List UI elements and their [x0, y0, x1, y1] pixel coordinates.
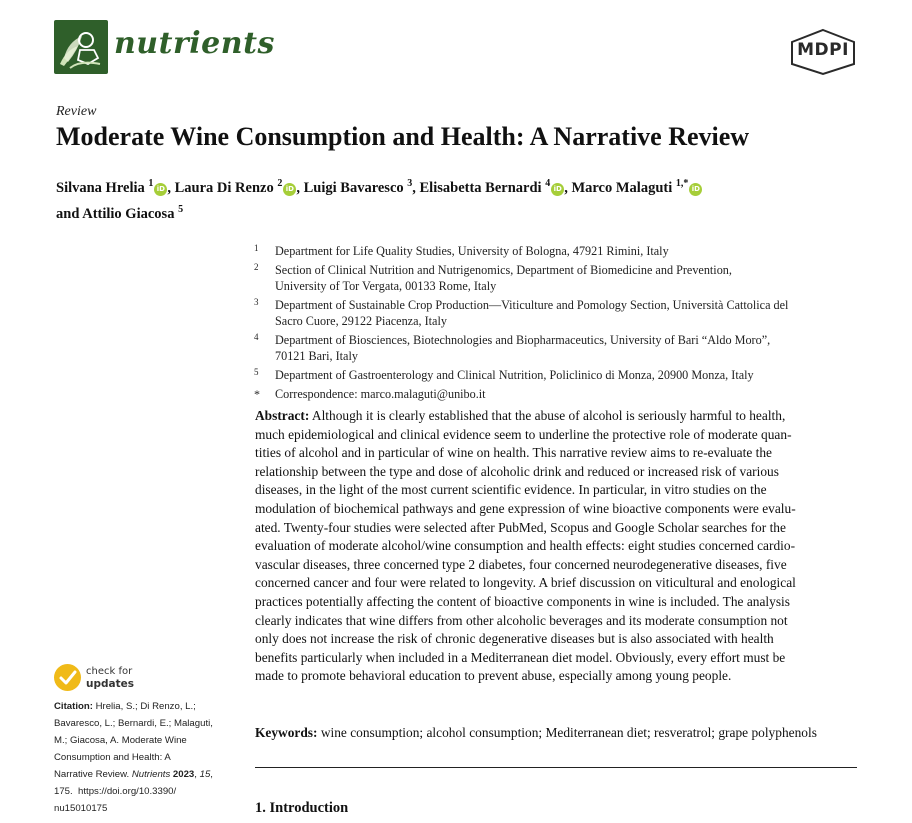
citation-line[interactable]: nu15010175: [54, 803, 108, 814]
author-affil-mark: 3: [407, 178, 413, 189]
citation-line: Consumption and Health: A: [54, 752, 171, 763]
affiliation-line: Department of Sustainable Crop Production—Viticulture and Pomology Section, Università Cattolica del: [275, 298, 789, 312]
abstract-line: much epidemiological and clinical evidence seem to underline the protective role of moderate quan-: [255, 426, 792, 442]
abstract-line: only does not increase the risk of chronic degenerative diseases but is also associated with health: [255, 631, 774, 647]
abstract-line: made to promote behavioral education to prevent abuse, especially among young people.: [255, 668, 732, 684]
author-name[interactable]: Silvana Hrelia: [56, 179, 145, 196]
author-affil-mark: 4: [545, 178, 551, 189]
article-type: Review: [56, 104, 97, 119]
abstract-line: practices potentially affecting the content of bioactive components in wine is included. The analysis: [255, 593, 790, 609]
correspondence-mark: *: [254, 387, 260, 401]
affiliation-line: University of Tor Vergata, 00133 Rome, Italy: [275, 279, 497, 293]
abstract: [255, 407, 856, 686]
author-conjunction: and: [56, 205, 80, 222]
affiliation-number: 3: [254, 297, 259, 307]
keywords-label: Keywords:: [255, 725, 318, 740]
author-affil-mark: 2: [277, 178, 283, 189]
affiliation-line: Section of Clinical Nutrition and Nutrigenomics, Department of Biomedicine and Prevention,: [275, 263, 732, 277]
orcid-icon[interactable]: iD: [689, 183, 702, 196]
affiliation-line: Department of Gastroenterology and Clinical Nutrition, Policlinico di Monza, 20900 Monza, Italy: [275, 368, 754, 382]
citation-pages: 175.: [54, 786, 73, 797]
affiliation-line: Sacro Cuore, 29122 Piacenza, Italy: [275, 314, 447, 328]
affiliation-line: Department for Life Quality Studies, University of Bologna, 47921 Rimini, Italy: [275, 244, 669, 258]
abstract-line: modulation of biochemical pathways and gene expression of wine bioactive components were evalu-: [255, 500, 796, 516]
citation-year: 2023: [172, 769, 195, 780]
abstract-line: vascular diseases, three concerned type 2 diabetes, four concerned neurodegenerative diseases, five: [255, 556, 787, 572]
author-affil-mark: 1: [148, 178, 154, 189]
orcid-icon[interactable]: iD: [154, 183, 167, 196]
affiliation-line: Department of Biosciences, Biotechnologies and Biopharmaceutics, University of Bari “Aldo Moro”,: [275, 333, 771, 347]
affiliation-number: 4: [254, 332, 259, 342]
citation-line: M.; Giacosa, A. Moderate Wine: [54, 735, 187, 746]
check-for-updates-line1: check for: [86, 666, 133, 677]
orcid-icon[interactable]: iD: [283, 183, 296, 196]
affiliation-number: 2: [254, 262, 259, 272]
section-heading: 1. Introduction: [255, 800, 349, 816]
citation-line: Narrative Review. Nutrients 2023, 15,: [54, 769, 213, 780]
citation-label: Citation:: [54, 701, 93, 712]
affiliation-item: [254, 243, 854, 259]
nutrients-logo-icon: [54, 20, 108, 74]
section-divider: [255, 767, 857, 768]
abstract-line: ated. Twenty-four studies were selected after PubMed, Scopus and Google Scholar searches for the: [255, 519, 786, 535]
citation-text: Narrative Review.: [54, 769, 130, 780]
affiliation-number: 1: [254, 243, 259, 253]
citation-volume: 15: [199, 769, 211, 780]
citation-line: Bavaresco, L.; Bernardi, E.; Malaguti,: [54, 718, 213, 729]
author-name[interactable]: Laura Di Renzo: [174, 179, 274, 196]
author-name[interactable]: Marco Malaguti: [571, 179, 673, 196]
citation-line: [54, 698, 234, 715]
affiliation-line: 70121 Bari, Italy: [275, 349, 358, 363]
affiliation-item: [254, 262, 854, 294]
journal-name: nutrients: [114, 26, 275, 61]
check-for-updates-button[interactable]: [54, 664, 174, 694]
abstract-text: Although it is clearly established that the abuse of alcohol is seriously harmful to health,: [311, 408, 786, 423]
citation-doi-link[interactable]: https://doi.org/10.3390/: [78, 786, 177, 797]
keywords: [255, 725, 875, 741]
affiliation-number: 5: [254, 367, 259, 377]
citation-block: [54, 698, 234, 817]
citation-text: Hrelia, S.; Di Renzo, L.;: [95, 701, 196, 712]
mdpi-logo-icon: [788, 28, 858, 76]
abstract-line: concerned cancer and four were related to longevity. A brief discussion on viticultural and enological: [255, 575, 796, 591]
affiliation-item: [254, 332, 854, 364]
affiliations: [254, 243, 854, 405]
publisher-name: MDPI: [797, 40, 849, 60]
affiliation-item: [254, 297, 854, 329]
abstract-line: tities of alcohol and in particular of wine on health. This narrative review aims to re-evaluate the: [255, 445, 772, 461]
abstract-line: benefits particularly when included in a Mediterranean diet model. Obviously, every effort must be: [255, 649, 786, 665]
abstract-line: relationship between the type and dose of alcoholic drink and reduced or increased risk of various: [255, 463, 779, 479]
author-affil-mark: 1,*: [675, 178, 689, 189]
keywords-text: wine consumption; alcohol consumption; Mediterranean diet; resveratrol; grape polyphenols: [320, 725, 817, 740]
abstract-line: diseases, in the light of the most current scientific evidence. In particular, in vitro studies on the: [255, 482, 767, 498]
author-name[interactable]: Luigi Bavaresco: [303, 179, 404, 196]
author-list: Silvana Hrelia $^1$ iD , Laura Di Renzo $^2$ iD , Luigi Bavaresco $^3$, Elisabetta Bernardi $^4$ iD , Marco Malaguti $^{1,*}$ iD and Attilio Giacosa $^5$: [56, 173, 856, 225]
author-name[interactable]: Elisabetta Bernardi: [419, 179, 542, 196]
correspondence: [254, 386, 854, 402]
correspondence-text[interactable]: Correspondence: marco.malaguti@unibo.it: [275, 387, 486, 401]
citation-journal: Nutrients: [131, 769, 171, 780]
citation-line: [54, 783, 234, 800]
abstract-line: [255, 407, 856, 426]
abstract-label: Abstract:: [255, 408, 310, 423]
check-for-updates-icon: [54, 664, 81, 691]
author-affil-mark: 5: [178, 203, 184, 215]
affiliation-item: [254, 367, 854, 383]
abstract-line: clearly indicates that wine differs from other alcoholic beverages and its moderate consumption not: [255, 612, 788, 628]
check-for-updates-line2: updates: [86, 678, 134, 690]
article-title: Moderate Wine Consumption and Health: A Narrative Review: [56, 122, 750, 151]
author-name[interactable]: Attilio Giacosa: [82, 205, 175, 222]
orcid-icon[interactable]: iD: [551, 183, 564, 196]
abstract-line: evaluation of moderate alcohol/wine consumption and health effects: eight studies concerned cardio-: [255, 538, 796, 554]
